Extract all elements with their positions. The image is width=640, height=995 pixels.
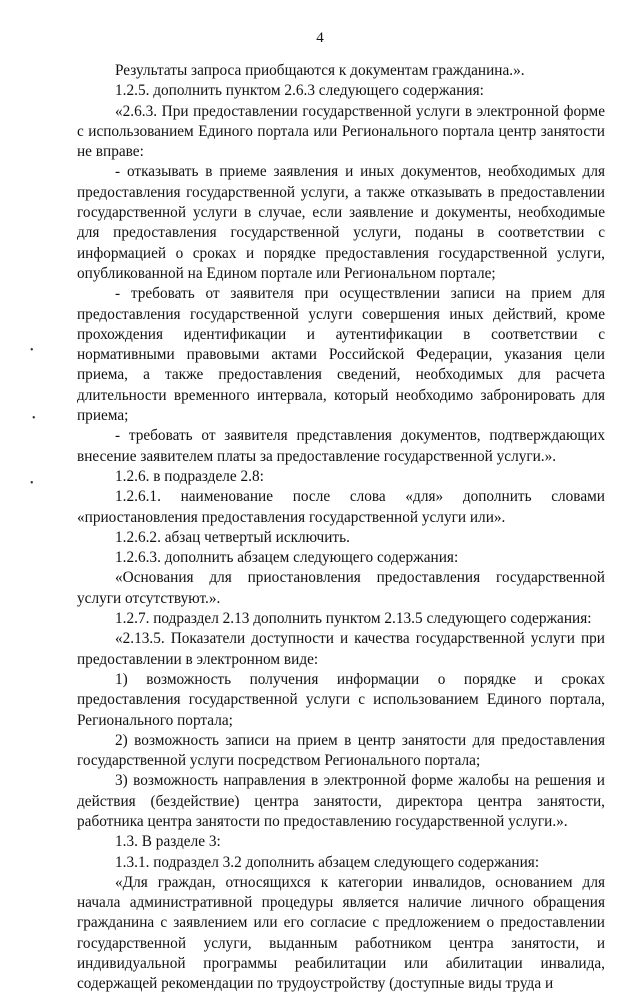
paragraph-results: Результаты запроса приобщаются к документам гражданина.». <box>115 62 525 79</box>
paragraph-dash-1: - отказывать в приеме заявления и иных документов, необходимых для предоставления государственной услуги, а также отказывать в предоставлении государственной услуги в случае, если заявление и документы, необходимые для предоставления государственной услуги, поданы в соответствии с информацией о сроках и порядке предоставления государственной услуги, опубликованной на Едином портале или Региональном портале; <box>77 163 605 282</box>
paragraph-1-2-5: 1.2.5. дополнить пунктом 2.6.3 следующего содержания: <box>115 82 484 100</box>
margin-dot-mark: • <box>30 478 34 489</box>
margin-dot-mark: • <box>30 345 34 356</box>
paragraph-1-2-6: 1.2.6. в подразделе 2.8: <box>115 467 264 485</box>
paragraph-dash-3: - требовать от заявителя представления документов, подтверждающих внесение заявителем платы за предоставление государственной услуги.». <box>77 427 605 465</box>
paragraph-2-13-5: «2.13.5. Показатели доступности и качества государственной услуги при предоставлении в электронном виде: <box>77 630 605 668</box>
document-body <box>77 61 605 995</box>
paragraph-1-2-6-2: 1.2.6.2. абзац четвертый исключить. <box>115 528 350 546</box>
paragraph-1-2-6-3: 1.2.6.3. дополнить абзацем следующего содержания: <box>115 549 459 567</box>
paragraph-item-3: 3) возможность направления в электронной форме жалобы на решения и действия (бездействие) центра занятости, директора центра занятости, работника центра занятости по предоставлению государственной услуги.». <box>77 772 605 830</box>
paragraph-disabled-citizens: «Для граждан, относящихся к категории инвалидов, основанием для начала административной процедуры является наличие личного обращения гражданина с заявлением или его согласие с предложением о предоставлении государственной услуги, выданным работником центра занятости, и индивидуальной программы реабилитации или абилитации инвалида, содержащей рекомендации по трудоустройству (доступные виды труда и <box>77 873 605 993</box>
page-number: 4 <box>316 30 324 46</box>
paragraph-dash-2: - требовать от заявителя при осуществлении записи на прием для предоставления государственной услуги совершения иных действий, кроме прохождения идентификации и аутентификации в соответствии с нормативными правовыми актами Российской Федерации, указания цели приема, а также предоставления сведений, необходимых для расчета длительности временного интервала, который необходимо забронировать для приема; <box>77 285 605 425</box>
paragraph-1-3: 1.3. В разделе 3: <box>115 833 221 851</box>
paragraph-item-2: 2) возможность записи на прием в центр занятости для предоставления государственной услуги посредством Регионального портала; <box>77 731 605 770</box>
paragraph-1-2-6-1: 1.2.6.1. наименование после слова «для» дополнить словами «приостановления предоставления государственной услуги или». <box>77 488 605 526</box>
paragraph-1-2-7: 1.2.7. подраздел 2.13 дополнить пунктом 2.13.5 следующего содержания: <box>115 610 592 628</box>
paragraph-item-1: 1) возможность получения информации о порядке и сроках предоставления государственной услуги с использованием Единого портала, Регионального портала; <box>77 670 605 729</box>
paragraph-grounds: «Основания для приостановления предоставления государственной услуги отсутствуют.». <box>77 569 605 607</box>
paragraph-2-6-3: «2.6.3. При предоставлении государственной услуги в электронной форме с использованием Единого портала или Регионального портала центр занятости не вправе: <box>77 102 605 161</box>
paragraph-1-3-1: 1.3.1. подраздел 3.2 дополнить абзацем следующего содержания: <box>115 853 540 871</box>
margin-dot-mark: • <box>32 413 36 424</box>
